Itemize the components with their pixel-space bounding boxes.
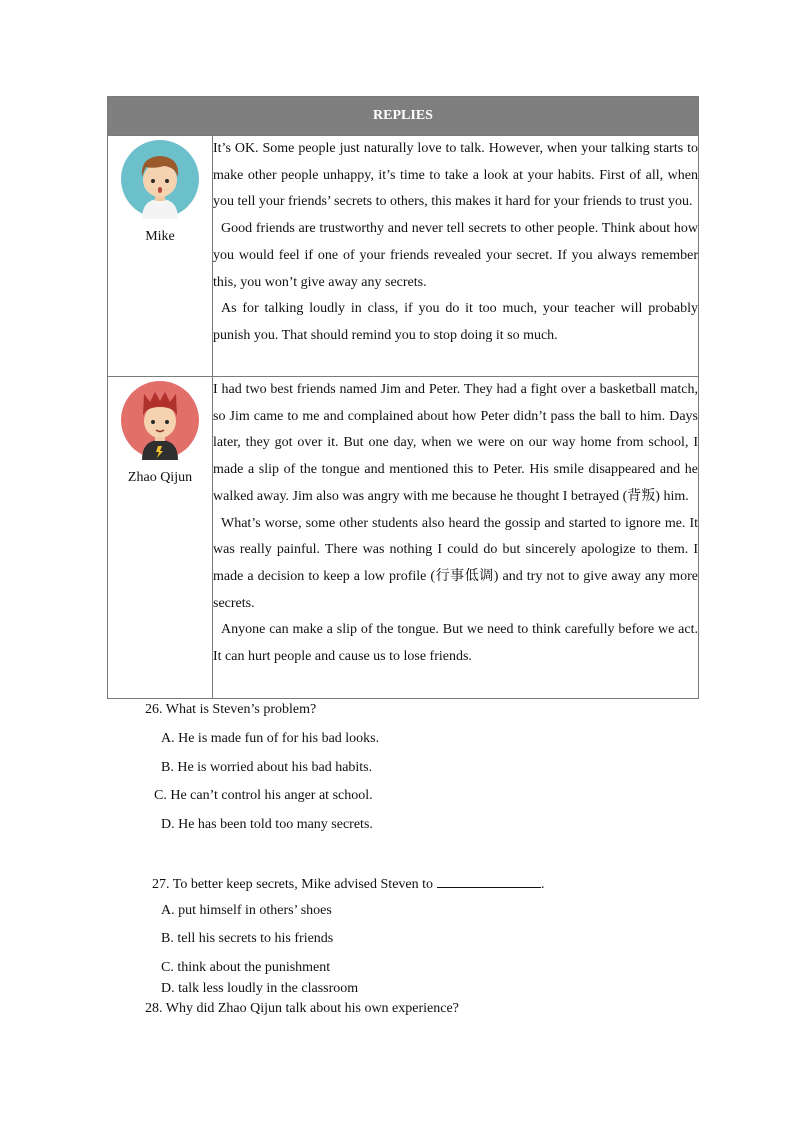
mike-cell	[108, 136, 213, 377]
zhao-cell	[108, 377, 213, 699]
reply-paragraph: I had two best friends named Jim and Peter. They had a fight over a basketball match, so Jim came to me and complained about how Peter didn’t pass the ball to him. Days later, they got over it. But one day, when we were on our way home from school, I made a slip of the tongue and mentioned this to Peter. His smile disappeared and he walked away. Jim also was angry with me because he thought I betrayed (背叛) him.	[213, 382, 698, 504]
q27-option-a[interactable]: A. put himself in others’ shoes	[161, 903, 332, 918]
q26-option-a[interactable]: A. He is made fun of for his bad looks.	[161, 731, 380, 746]
reply-paragraph: What’s worse, some other students also heard the gossip and started to ignore me. It was really painful. There was nothing I could do but sincerely apologize to them. I made a decision to keep a low profile (行事低调) and try not to give away any more secrets.	[213, 515, 698, 611]
reply-paragraph: Anyone can make a slip of the tongue. But we need to think carefully before we act. It can hurt people and cause us to lose friends.	[213, 622, 698, 665]
mike-avatar-icon	[120, 139, 200, 219]
reply-paragraph: It’s OK. Some people just naturally love to talk. However, when your talking starts to make other people unhappy, it’s time to take a look at your habits. First of all, when you tell your friends’ secrets to others, this makes it hard for your friends to trust you.	[213, 141, 698, 210]
zhao-reply	[213, 377, 699, 699]
q27-option-c[interactable]: C. think about the punishment	[161, 960, 331, 975]
q26-option-c[interactable]: C. He can’t control his anger at school.	[154, 788, 373, 803]
q27-option-b[interactable]: B. tell his secrets to his friends	[161, 931, 334, 946]
mike-name: Mike	[145, 229, 175, 244]
reply-paragraph: Good friends are trustworthy and never tell secrets to other people. Think about how you would feel if one of your friends revealed your secret. If you always remember this, you won’t give away any secrets.	[213, 221, 698, 290]
replies-table	[107, 96, 699, 699]
q26-option-d[interactable]: D. He has been told too many secrets.	[161, 817, 373, 832]
q28-stem: 28. Why did Zhao Qijun talk about his own experience?	[145, 1001, 459, 1016]
q27-stem	[152, 874, 545, 893]
q26-stem: 26. What is Steven’s problem?	[145, 702, 317, 717]
answer-blank[interactable]	[437, 874, 541, 888]
q27-option-d[interactable]: D. talk less loudly in the classroom	[161, 981, 359, 996]
q27-stem-text: 27. To better keep secrets, Mike advised Steven to	[152, 877, 434, 892]
reply-paragraph: As for talking loudly in class, if you do it too much, your teacher will probably punish you. That should remind you to stop doing it so much.	[213, 301, 698, 343]
q27-stem-end: .	[541, 877, 545, 892]
zhao-avatar-icon	[120, 380, 200, 460]
replies-header: REPLIES	[108, 97, 699, 136]
zhao-name: Zhao Qijun	[127, 470, 193, 485]
q26-option-b[interactable]: B. He is worried about his bad habits.	[161, 760, 373, 775]
mike-reply	[213, 136, 699, 377]
